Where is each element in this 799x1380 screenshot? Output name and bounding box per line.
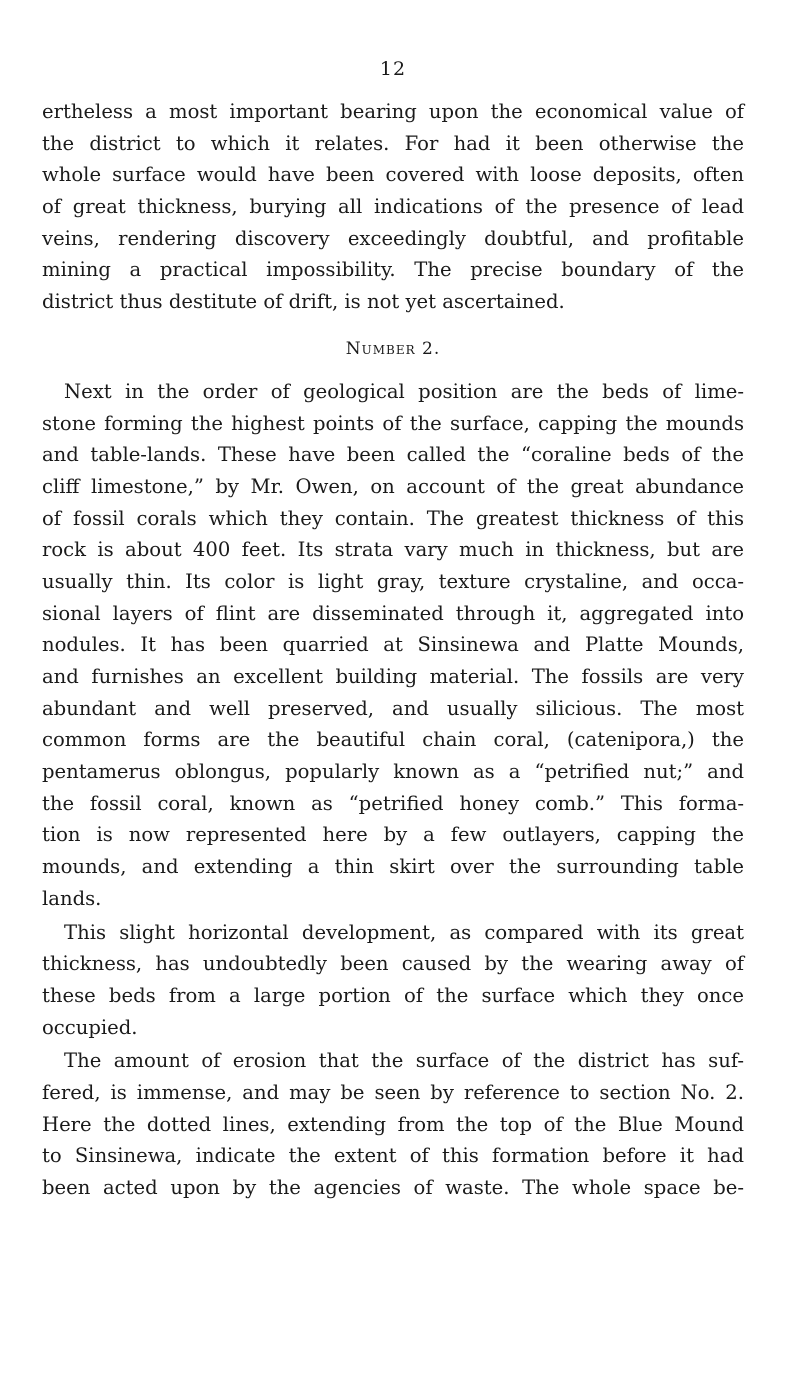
text-line: and furnishes an excellent building material. The fossils are very — [42, 665, 744, 688]
text-line: mining a practical impossibility. The precise boundary of the — [42, 258, 744, 282]
paragraph-erosion — [42, 1045, 744, 1203]
text-line: of great thickness, burying all indications of the presence of lead — [42, 195, 744, 219]
paragraph-continued — [42, 96, 744, 318]
text-line: these beds from a large portion of the surface which they once — [42, 983, 744, 1007]
text-line: This slight horizontal development, as compared with its great — [64, 920, 744, 944]
text-line: of fossil corals which they contain. The greatest thickness of this — [42, 506, 744, 530]
text-line: mounds, and extending a thin skirt over the surrounding table — [42, 855, 744, 879]
text-line: lands. — [42, 886, 102, 910]
text-line: district thus destitute of drift, is not yet ascertained. — [42, 290, 565, 314]
text-line: abundant and well preserved, and usually silicious. The most — [42, 696, 744, 720]
text-line: veins, rendering discovery exceedingly doubtful, and profitable — [42, 226, 744, 250]
text-line: usually thin. Its color is light gray, texture crystaline, and occa- — [42, 569, 744, 593]
text-line: fered, is immense, and may be seen by reference to section No. 2. — [42, 1080, 744, 1104]
text-line: tion is now represented here by a few outlayers, capping the — [42, 823, 744, 847]
text-line: the district to which it relates. For had it been otherwise the — [42, 131, 744, 155]
text-line: been acted upon by the agencies of waste. The whole space be- — [42, 1176, 744, 1199]
text-line: nodules. It has been quarried at Sinsinewa and Platte Mounds, — [42, 633, 744, 657]
text-line: Next in the order of geological position are the beds of lime- — [64, 379, 744, 403]
text-line: thickness, has undoubtedly been caused by the wearing away of — [42, 952, 744, 976]
book-page — [42, 56, 744, 1204]
text-line: whole surface would have been covered with loose deposits, often — [42, 163, 744, 187]
text-line: stone forming the highest points of the surface, capping the mounds — [42, 411, 744, 435]
section-heading: Number 2. — [345, 338, 441, 359]
text-line: rock is about 400 feet. Its strata vary much in thickness, but are — [42, 538, 744, 562]
text-line: and table-lands. These have been called the “coraline beds of the — [42, 443, 744, 467]
text-line: pentamerus oblongus, popularly known as a “petrified nut;” and — [42, 760, 744, 784]
text-line: common forms are the beautiful chain coral, (catenipora,) the — [42, 728, 744, 752]
page-number: 12 — [379, 58, 407, 80]
text-line: cliff limestone,” by Mr. Owen, on account of the great abundance — [42, 474, 744, 498]
text-line: sional layers of flint are disseminated through it, aggregated into — [42, 601, 744, 625]
paragraph-limestone-beds — [42, 376, 744, 915]
paragraph-horizontal-development — [42, 917, 744, 1044]
text-line: occupied. — [42, 1015, 138, 1039]
text-line: ertheless a most important bearing upon the economical value of — [42, 100, 744, 123]
text-line: the fossil coral, known as “petrified honey comb.” This forma- — [42, 791, 744, 815]
text-line: The amount of erosion that the surface of the district has suf- — [64, 1049, 744, 1073]
text-line: Here the dotted lines, extending from the top of the Blue Mound — [42, 1112, 744, 1136]
text-line: to Sinsinewa, indicate the extent of this formation before it had — [42, 1144, 744, 1168]
